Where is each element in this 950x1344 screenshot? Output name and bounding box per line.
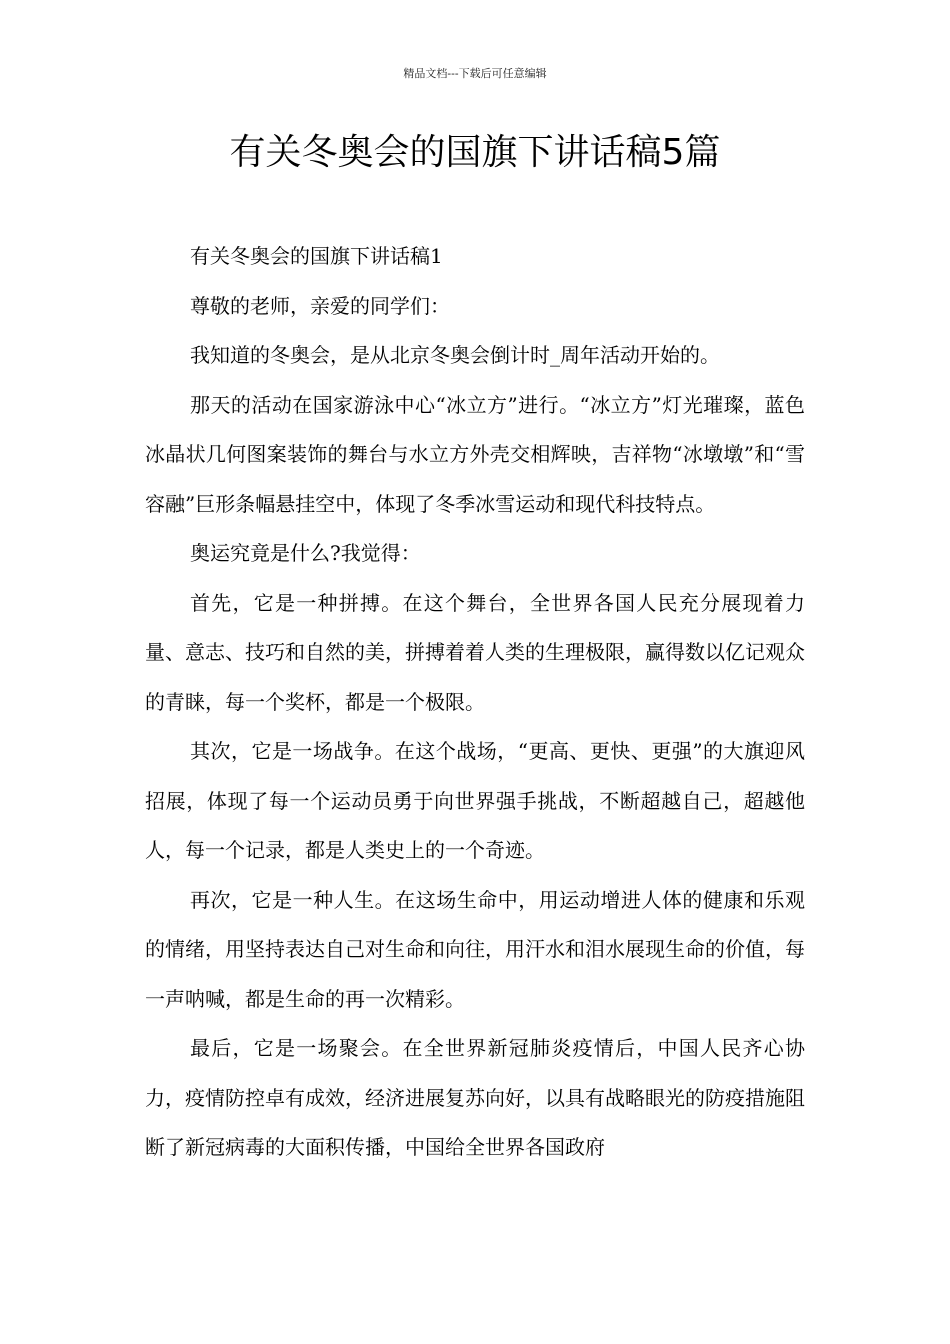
paragraph: 奥运究竟是什么?我觉得： (190, 541, 421, 565)
paragraph: 最后，它是一场聚会。在全世界新冠肺炎疫情后，中国人民齐心协力，疫情防控卓有成效，经济进展复苏向好，以具有战略眼光的防疫措施阻断了新冠病毒的大面积传播，中国给全世界各国政府 (145, 1036, 805, 1159)
paragraph: 我知道的冬奥会，是从北京冬奥会倒计时_周年活动开始的。 (190, 343, 720, 367)
paragraph: 再次，它是一种人生。在这场生命中，用运动增进人体的健康和乐观的情绪，用坚持表达自己对生命和向往，用汗水和泪水展现生命的价值，每一声呐喊，都是生命的再一次精彩。 (145, 887, 805, 1011)
header-note: 精品文档---下载后可任意编辑 (403, 67, 547, 80)
paragraph: 那天的活动在国家游泳中心“冰立方”进行。“冰立方”灯光璀璨，蓝色冰晶状几何图案装饰的舞台与水立方外壳交相辉映，吉祥物“冰墩墩”和“雪容融”巨形条幅悬挂空中，体现了冬季冰雪运动和现代科技特点。 (145, 392, 805, 516)
document-title: 有关冬奥会的国旗下讲话稿5篇 (229, 132, 721, 173)
salutation: 尊敬的老师，亲爱的同学们： (190, 293, 450, 318)
paragraph: 其次，它是一场战争。在这个战场，“更高、更快、更强”的大旗迎风招展，体现了每一个运动员勇于向世界强手挑战，不断超越自己，超越他人，每一个记录，都是人类史上的一个奇迹。 (145, 739, 805, 862)
paragraph: 首先，它是一种拼搏。在这个舞台，全世界各国人民充分展现着力量、意志、技巧和自然的美，拼搏着着人类的生理极限，赢得数以亿记观众的青睐，每一个奖杯，都是一个极限。 (145, 590, 805, 714)
section-heading: 有关冬奥会的国旗下讲话稿1 (190, 244, 443, 268)
document-body (145, 232, 805, 1173)
